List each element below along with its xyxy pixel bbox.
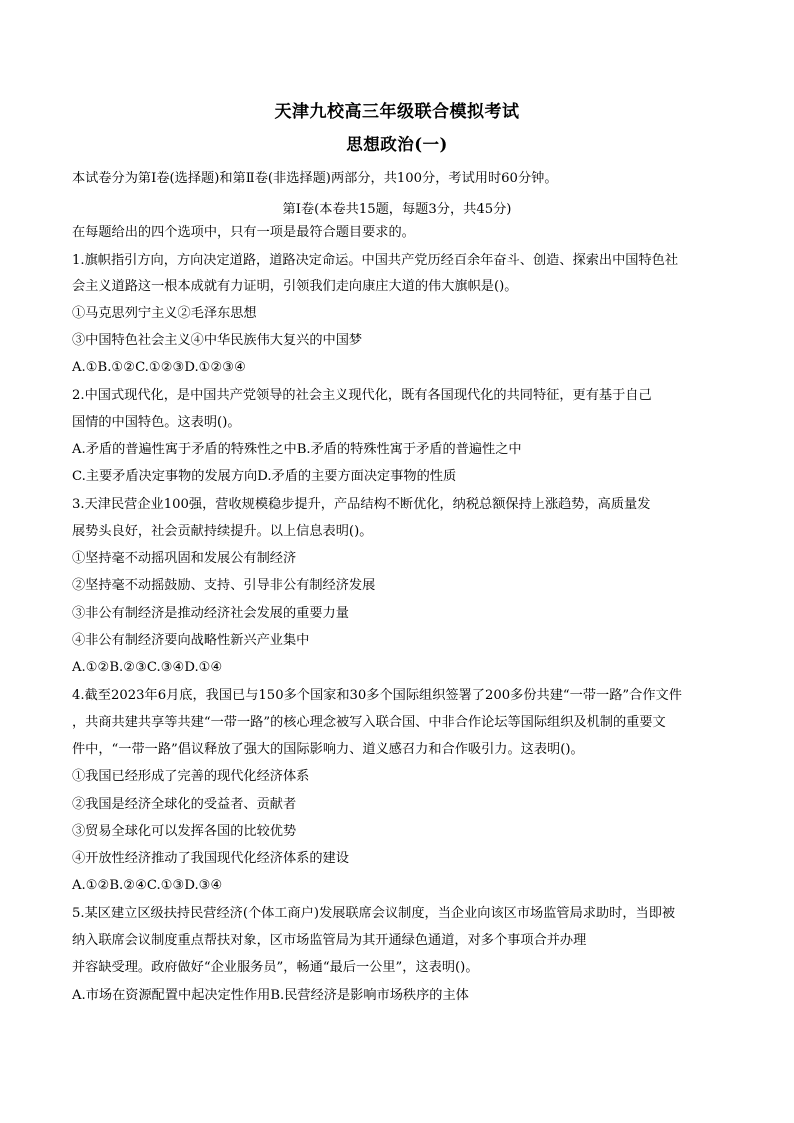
q2-stem-line1: 2.中国式现代化，是中国共产党领导的社会主义现代化，既有各国现代化的共同特征，更有基于自己 — [72, 388, 652, 403]
q3-options: A.①②B.②③C.③④D.①④ — [72, 660, 223, 675]
q3-item-1: ①坚持毫不动摇巩固和发展公有制经济 — [72, 551, 297, 566]
q4-stem-line1: 4.截至2023年6月底，我国已与150多个国家和30多个国际组织签署了200多份共建“一带一路”合作文件 — [72, 688, 682, 703]
q4-options: A.①②B.②④C.①③D.③④ — [72, 878, 223, 893]
q3-item-3: ③非公有制经济是推动经济社会发展的重要力量 — [72, 606, 349, 621]
q1-items-line2: ③中国特色社会主义④中华民族伟大复兴的中国梦 — [72, 333, 363, 348]
q5-stem-line2: 纳入联席会议制度重点帮扶对象，区市场监管局为其开通绿色通道，对多个事项合并办理 — [72, 933, 587, 948]
q4-item-1: ①我国已经形成了完善的现代化经济体系 — [72, 769, 310, 784]
q1-stem-line1: 1.旗帜指引方向，方向决定道路，道路决定命运。中国共产党历经百余年奋斗、创造、探索出中国特色社 — [72, 253, 679, 268]
exam-note: 本试卷分为第I卷(选择题)和第Ⅱ卷(非选择题)两部分，共100分，考试用时60分钟。 — [72, 171, 558, 186]
exam-subtitle: 思想政治(一) — [346, 135, 448, 154]
q4-item-3: ③贸易全球化可以发挥各国的比较优势 — [72, 824, 297, 839]
q5-options-line1: A.市场在资源配置中起决定性作用B.民营经济是影响市场秩序的主体 — [72, 988, 469, 1003]
q1-stem-line2: 会主义道路这一根本成就有力证明，引领我们走向康庄大道的伟大旗帜是()。 — [72, 279, 518, 294]
q5-stem-line3: 并容缺受理。政府做好“企业服务员”，畅通“最后一公里”，这表明()。 — [72, 960, 479, 975]
q2-options-line1: A.矛盾的普遍性寓于矛盾的特殊性之中B.矛盾的特殊性寓于矛盾的普遍性之中 — [72, 442, 522, 457]
q4-stem-line3: 件中，“一带一路”倡议释放了强大的国际影响力、道义感召力和合作吸引力。这表明()。 — [72, 742, 584, 757]
q2-options-line2: C.主要矛盾决定事物的发展方向D.矛盾的主要方面决定事物的性质 — [72, 469, 457, 484]
q4-stem-line2: ，共商共建共享等共建“一带一路”的核心理念被写入联合国、中非合作论坛等国际组织及机制的重要文 — [72, 715, 666, 730]
part1-heading: 第I卷(本卷共15题，每题3分，共45分) — [282, 202, 512, 217]
q1-options: A.①B.①②C.①②③D.①②③④ — [72, 360, 246, 375]
q3-item-4: ④非公有制经济要向战略性新兴产业集中 — [72, 633, 310, 648]
q2-stem-line2: 国情的中国特色。这表明()。 — [72, 415, 241, 430]
q1-items-line1: ①马克思列宁主义②毛泽东思想 — [72, 306, 257, 321]
q3-stem-line2: 展势头良好，社会贡献持续提升。以上信息表明()。 — [72, 524, 373, 539]
q3-stem-line1: 3.天津民营企业100强，营收规模稳步提升，产品结构不断优化，纳税总额保持上涨趋势，高质量发 — [72, 497, 651, 512]
q5-stem-line1: 5.某区建立区级扶持民营经济(个体工商户)发展联席会议制度，当企业向该区市场监管局求助时，当即被 — [72, 906, 676, 921]
exam-title: 天津九校高三年级联合模拟考试 — [274, 102, 520, 122]
q4-item-4: ④开放性经济推动了我国现代化经济体系的建设 — [72, 851, 349, 866]
q4-item-2: ②我国是经济全球化的受益者、贡献者 — [72, 797, 297, 812]
q3-item-2: ②坚持毫不动摇鼓励、支持、引导非公有制经济发展 — [72, 578, 376, 593]
instruction: 在每题给出的四个选项中，只有一项是最符合题目要求的。 — [72, 225, 415, 240]
